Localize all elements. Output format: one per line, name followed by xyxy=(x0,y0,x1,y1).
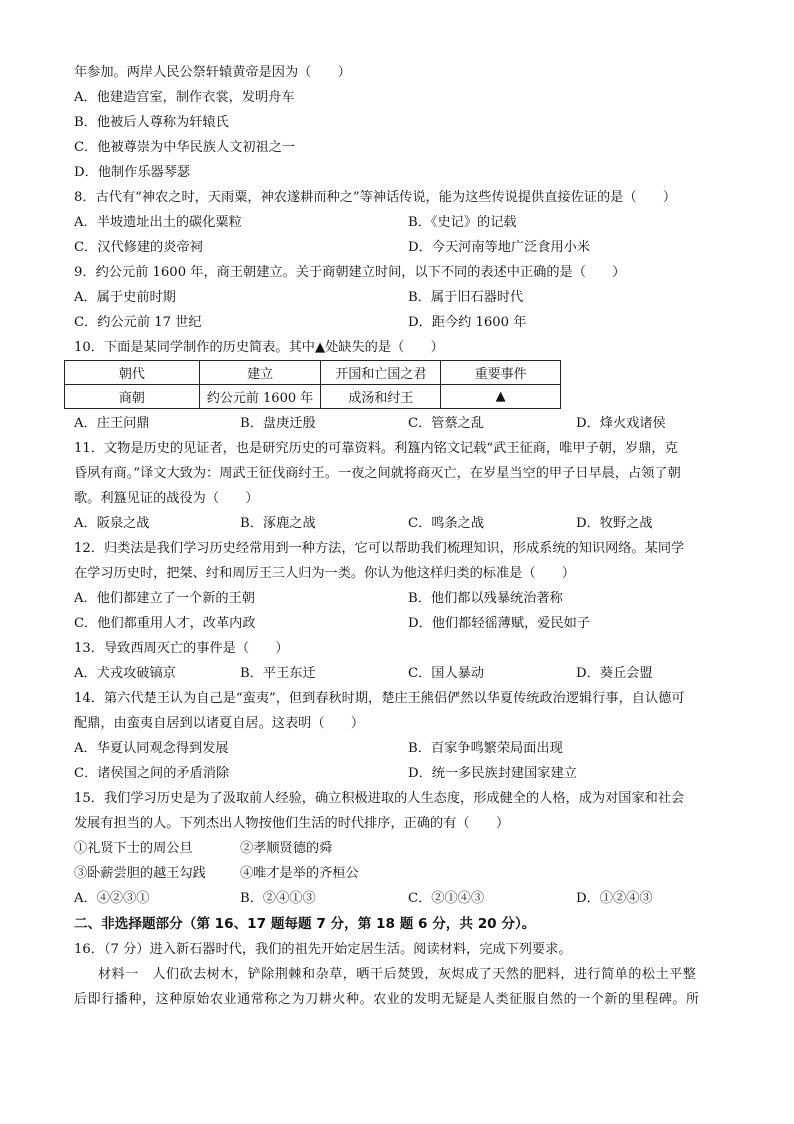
text-line: B．盘庚迁殷 xyxy=(240,416,316,431)
text-line: A．属于史前时期 xyxy=(74,290,176,305)
table-cell-missing-marker: ▲ xyxy=(441,385,561,409)
text-line: D．他们都轻徭薄赋，爱民如子 xyxy=(408,616,591,631)
text-line: B．平王东迁 xyxy=(240,666,316,681)
text-line: 16．（7 分）进入新石器时代，我们的祖先开始定居生活。阅读材料，完成下列要求。 xyxy=(74,942,572,957)
text-line: C．②①④③ xyxy=(408,891,485,906)
text-line: C．鸣条之战 xyxy=(408,516,485,531)
text-line: 歌。利簋见证的战役为（ ） xyxy=(74,491,259,506)
text-line: D．他制作乐器琴瑟 xyxy=(74,165,191,180)
text-line: 后即行播种，这种原始农业通常称之为刀耕火种。农业的发明无疑是人类征服自然的一个新的里程碑。所 xyxy=(74,992,700,1007)
text-line: 二、非选择题部分（第 16、17 题每题 7 分，第 18 题 6 分，共 20 分）。 xyxy=(74,916,536,932)
text-line: B．《史记》的记载 xyxy=(408,215,517,230)
text-line: A．华夏认同观念得到发展 xyxy=(74,741,229,756)
text-line: D．烽火戏诸侯 xyxy=(576,416,666,431)
table-header-cell: 朝代 xyxy=(65,361,200,385)
text-line: 12．归类法是我们学习历史经常用到一种方法，它可以帮助我们梳理知识，形成系统的知识网络。某同学 xyxy=(74,541,685,556)
text-line: A．犬戎攻破镐京 xyxy=(74,666,176,681)
text-line: D．统一多民族封建国家建立 xyxy=(408,766,577,781)
table-cell: 成汤和纣王 xyxy=(321,385,441,409)
text-line: A．阪泉之战 xyxy=(74,516,150,531)
text-line: B．他被后人尊称为轩辕氏 xyxy=(74,115,229,130)
text-line: 配鼎，由蛮夷自居到以诸夏自居。这表明（ ） xyxy=(74,716,365,731)
table-cell: 约公元前 1600 年 xyxy=(199,385,321,409)
text-line: 14．第六代楚王认为自己是“蛮夷”，但到春秋时期，楚庄王熊侣俨然以华夏传统政治逻辑行事，自认德可 xyxy=(74,691,685,706)
text-line: A．半坡遗址出土的碳化粟粒 xyxy=(74,215,242,230)
text-line: B．属于旧石器时代 xyxy=(408,290,524,305)
history-table xyxy=(64,360,561,409)
text-line: 年参加。两岸人民公祭轩辕黄帝是因为（ ） xyxy=(74,65,351,80)
text-line: C．管蔡之乱 xyxy=(408,416,485,431)
text-line: A．④②③① xyxy=(74,891,150,906)
text-line: D．①②④③ xyxy=(576,891,653,906)
text-line: C．汉代修建的炎帝祠 xyxy=(74,240,203,255)
text-line: C．他们都重用人才，改革内政 xyxy=(74,616,256,631)
text-line: C．诸侯国之间的矛盾消除 xyxy=(74,766,230,781)
table-header-cell: 建立 xyxy=(199,361,321,385)
text-line: D．牧野之战 xyxy=(576,516,653,531)
text-line: ①礼贤下士的周公旦 xyxy=(74,841,193,856)
text-line: C．约公元前 17 世纪 xyxy=(74,315,202,330)
text-line: C．他被尊崇为中华民族人文初祖之一 xyxy=(74,140,296,155)
table-cell: 商朝 xyxy=(65,385,200,409)
text-line: B．百家争鸣繁荣局面出现 xyxy=(408,741,563,756)
table-header-cell: 重要事件 xyxy=(441,361,561,385)
table-row xyxy=(65,385,561,409)
text-line: A．他们都建立了一个新的王朝 xyxy=(74,591,255,606)
text-line: 13．导致西周灭亡的事件是（ ） xyxy=(74,641,289,656)
text-line: D．今天河南等地广泛食用小米 xyxy=(408,240,591,255)
text-line: B．他们都以残暴统治著称 xyxy=(408,591,563,606)
text-line: 9．约公元前 1600 年，商王朝建立。关于商朝建立时间，以下不同的表述中正确的是（ ） xyxy=(74,265,626,280)
text-line: D．葵丘会盟 xyxy=(576,666,653,681)
text-line: A．庄王问鼎 xyxy=(74,416,150,431)
text-line: 8．古代有“神农之时，天雨粟，神农遂耕而种之”等神话传说，能为这些传说提供直接佐证的是（ ） xyxy=(74,190,677,205)
table-header-row xyxy=(65,361,561,385)
table-header-cell: 开国和亡国之君 xyxy=(321,361,441,385)
text-line: 10．下面是某同学制作的历史简表。其中▲处缺失的是（ ） xyxy=(74,340,444,355)
text-line: 发展有担当的人。下列杰出人物按他们生活的时代排序，正确的有（ ） xyxy=(74,816,510,831)
text-line: ②孝顺贤德的舜 xyxy=(240,841,333,856)
text-line: 11．文物是历史的见证者，也是研究历史的可靠资料。利簋内铭文记载“武王征商，唯甲子朝，岁鼎，克 xyxy=(74,441,678,456)
text-line: ③卧薪尝胆的越王勾践 xyxy=(74,866,206,881)
text-line: 在学习历史时，把桀、纣和周厉王三人归为一类。你认为他这样归类的标准是（ ） xyxy=(74,566,576,581)
text-line: ④唯才是举的齐桓公 xyxy=(240,866,359,881)
text-line: B．涿鹿之战 xyxy=(240,516,316,531)
text-line: A．他建造宫室，制作衣裳，发明舟车 xyxy=(74,90,295,105)
text-line: B．②④①③ xyxy=(240,891,316,906)
text-line: C．国人暴动 xyxy=(408,666,485,681)
text-line: 材料一 人们砍去树木，铲除荆棘和杂草，晒干后焚毁，灰烬成了天然的肥料，进行简单的松土平整 xyxy=(98,967,697,982)
text-line: 昏夙有商。”译文大致为：周武王征伐商纣王。一夜之间就将商灭亡，在岁星当空的甲子日早晨，占领了朝 xyxy=(74,466,681,481)
text-line: 15．我们学习历史是为了汲取前人经验，确立积极进取的人生态度，形成健全的人格，成为对国家和社会 xyxy=(74,791,685,806)
text-line: D．距今约 1600 年 xyxy=(408,315,527,330)
